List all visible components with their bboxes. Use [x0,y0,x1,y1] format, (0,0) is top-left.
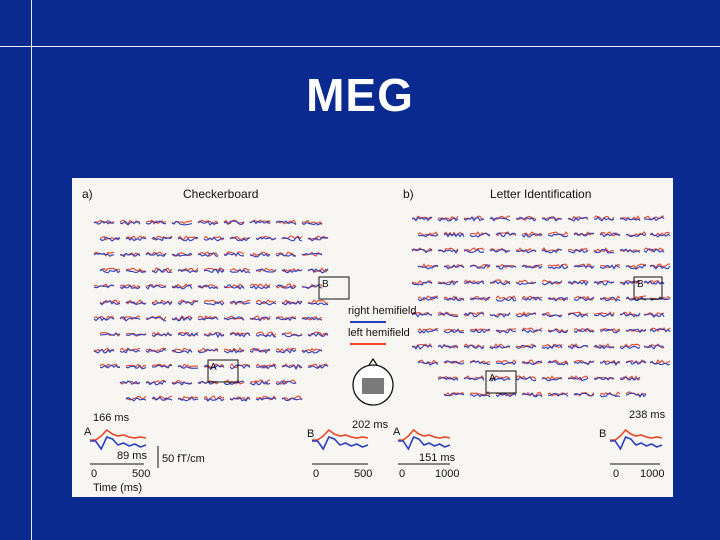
panel-b-sensor-6-right-trace [568,218,588,221]
panel-b-sensor-83-right-trace [490,346,510,348]
panel-b-letter: b) [403,187,414,201]
panel-b-sensor-109-right-trace [470,395,490,397]
panel-a-sensor-31-right-trace [204,269,224,273]
panel-a-x-tick-0: 0 [91,468,98,480]
panel-a-sensor-22-right-trace [198,253,218,256]
panel-b-sensor-104-right-trace [542,378,562,381]
panel-b-sensor-63-right-trace [490,313,510,317]
panel-a-sensor-55-left-trace [120,316,140,320]
panel-b-box-a-label: A [489,373,496,384]
panel-a-inset-a-label: A [84,426,92,438]
panel-b-inset-b-left-trace [610,430,662,440]
panel-a-sensor-67-right-trace [204,333,224,337]
legend-right-hemifield: right hemifield [348,305,417,317]
panel-a-inset-a-peak1: 166 ms [93,412,130,424]
panel-b-sensor-74-right-trace [522,330,542,333]
panel-b-sensor-42-right-trace [464,281,484,284]
panel-b-sensor-23-right-trace [490,250,510,253]
panel-b-inset-b-label: B [599,428,607,440]
panel-b-sensor-80-right-trace [412,345,432,349]
panel-a-sensor-30-right-trace [178,270,198,273]
panel-b-sensor-66-right-trace [568,313,588,317]
panel-b-inset-a-left-trace [398,430,450,440]
panel-b-inset-a-peak: 151 ms [419,452,456,464]
panel-b-sensor-52-right-trace [470,297,490,301]
panel-a-sensor-9-right-trace [100,237,120,241]
panel-b-sensor-5-right-trace [542,217,562,221]
panel-b-sensor-79-right-trace [650,329,670,332]
panel-b-sensor-46-right-trace [568,281,588,285]
panel-a-sensor-43-left-trace [276,284,296,288]
panel-a-sensor-35-right-trace [308,269,328,273]
panel-b-inset-a-tick-1000: 1000 [435,468,460,480]
panel-b-sensor-71-left-trace [444,329,464,331]
panel-a-sensor-1-right-trace [120,222,140,225]
panel-b-sensor-24-right-trace [516,250,536,253]
panel-a-box-b-label: B [322,279,329,290]
meg-figure [72,178,673,497]
panel-a-inset-a-left-trace [90,430,146,440]
panel-a-sensor-49-right-trace [204,302,224,305]
head-nose [369,359,377,365]
panel-a-x-tick-500: 500 [132,468,151,480]
panel-a-title: Checkerboard [183,187,259,201]
panel-a-box-a-label: A [210,362,217,373]
panel-b-inset-b-tick-0: 0 [613,468,620,480]
panel-a-x-axis-label: Time (ms) [93,482,143,494]
panel-a-scale-bar-label: 50 fT/cm [162,453,205,465]
panel-a-inset-a-peak2: 89 ms [117,450,147,462]
panel-a-inset-b-tick-0: 0 [313,468,320,480]
panel-b-sensor-88-left-trace [620,344,640,347]
panel-b-sensor-81-right-trace [438,345,458,348]
panel-a-sensor-18-right-trace [94,253,114,256]
panel-a-sensor-80-right-trace [302,350,322,353]
panel-b-sensor-0-right-trace [412,217,432,220]
slide-title: MEG [306,69,414,121]
panel-b-box-b-label: B [637,279,644,290]
panel-b-title: Letter Identification [490,187,592,201]
panel-a-sensor-21-right-trace [172,253,192,256]
panel-a-inset-b-label: B [307,428,315,440]
panel-b-inset-b-peak: 238 ms [629,409,666,421]
panel-a-inset-b-left-trace [312,430,368,440]
panel-b-inset-b-tick-1000: 1000 [640,468,665,480]
panel-a-sensor-17-right-trace [308,237,328,241]
slide-horizontal-rule [0,46,720,47]
panel-b-sensor-39-right-trace [650,265,670,269]
legend-left-hemifield: left hemifield [348,327,410,339]
panel-b-inset-a-tick-0: 0 [399,468,406,480]
panel-b-inset-a-label: A [393,426,401,438]
panel-a-inset-b-peak: 202 ms [352,419,389,431]
panel-a-sensor-6-right-trace [250,221,270,224]
panel-a-inset-b-tick-500: 500 [354,468,373,480]
panel-a-letter: a) [82,187,93,201]
visual-stimulus-field [362,378,384,394]
panel-a-sensor-57-right-trace [172,317,192,321]
